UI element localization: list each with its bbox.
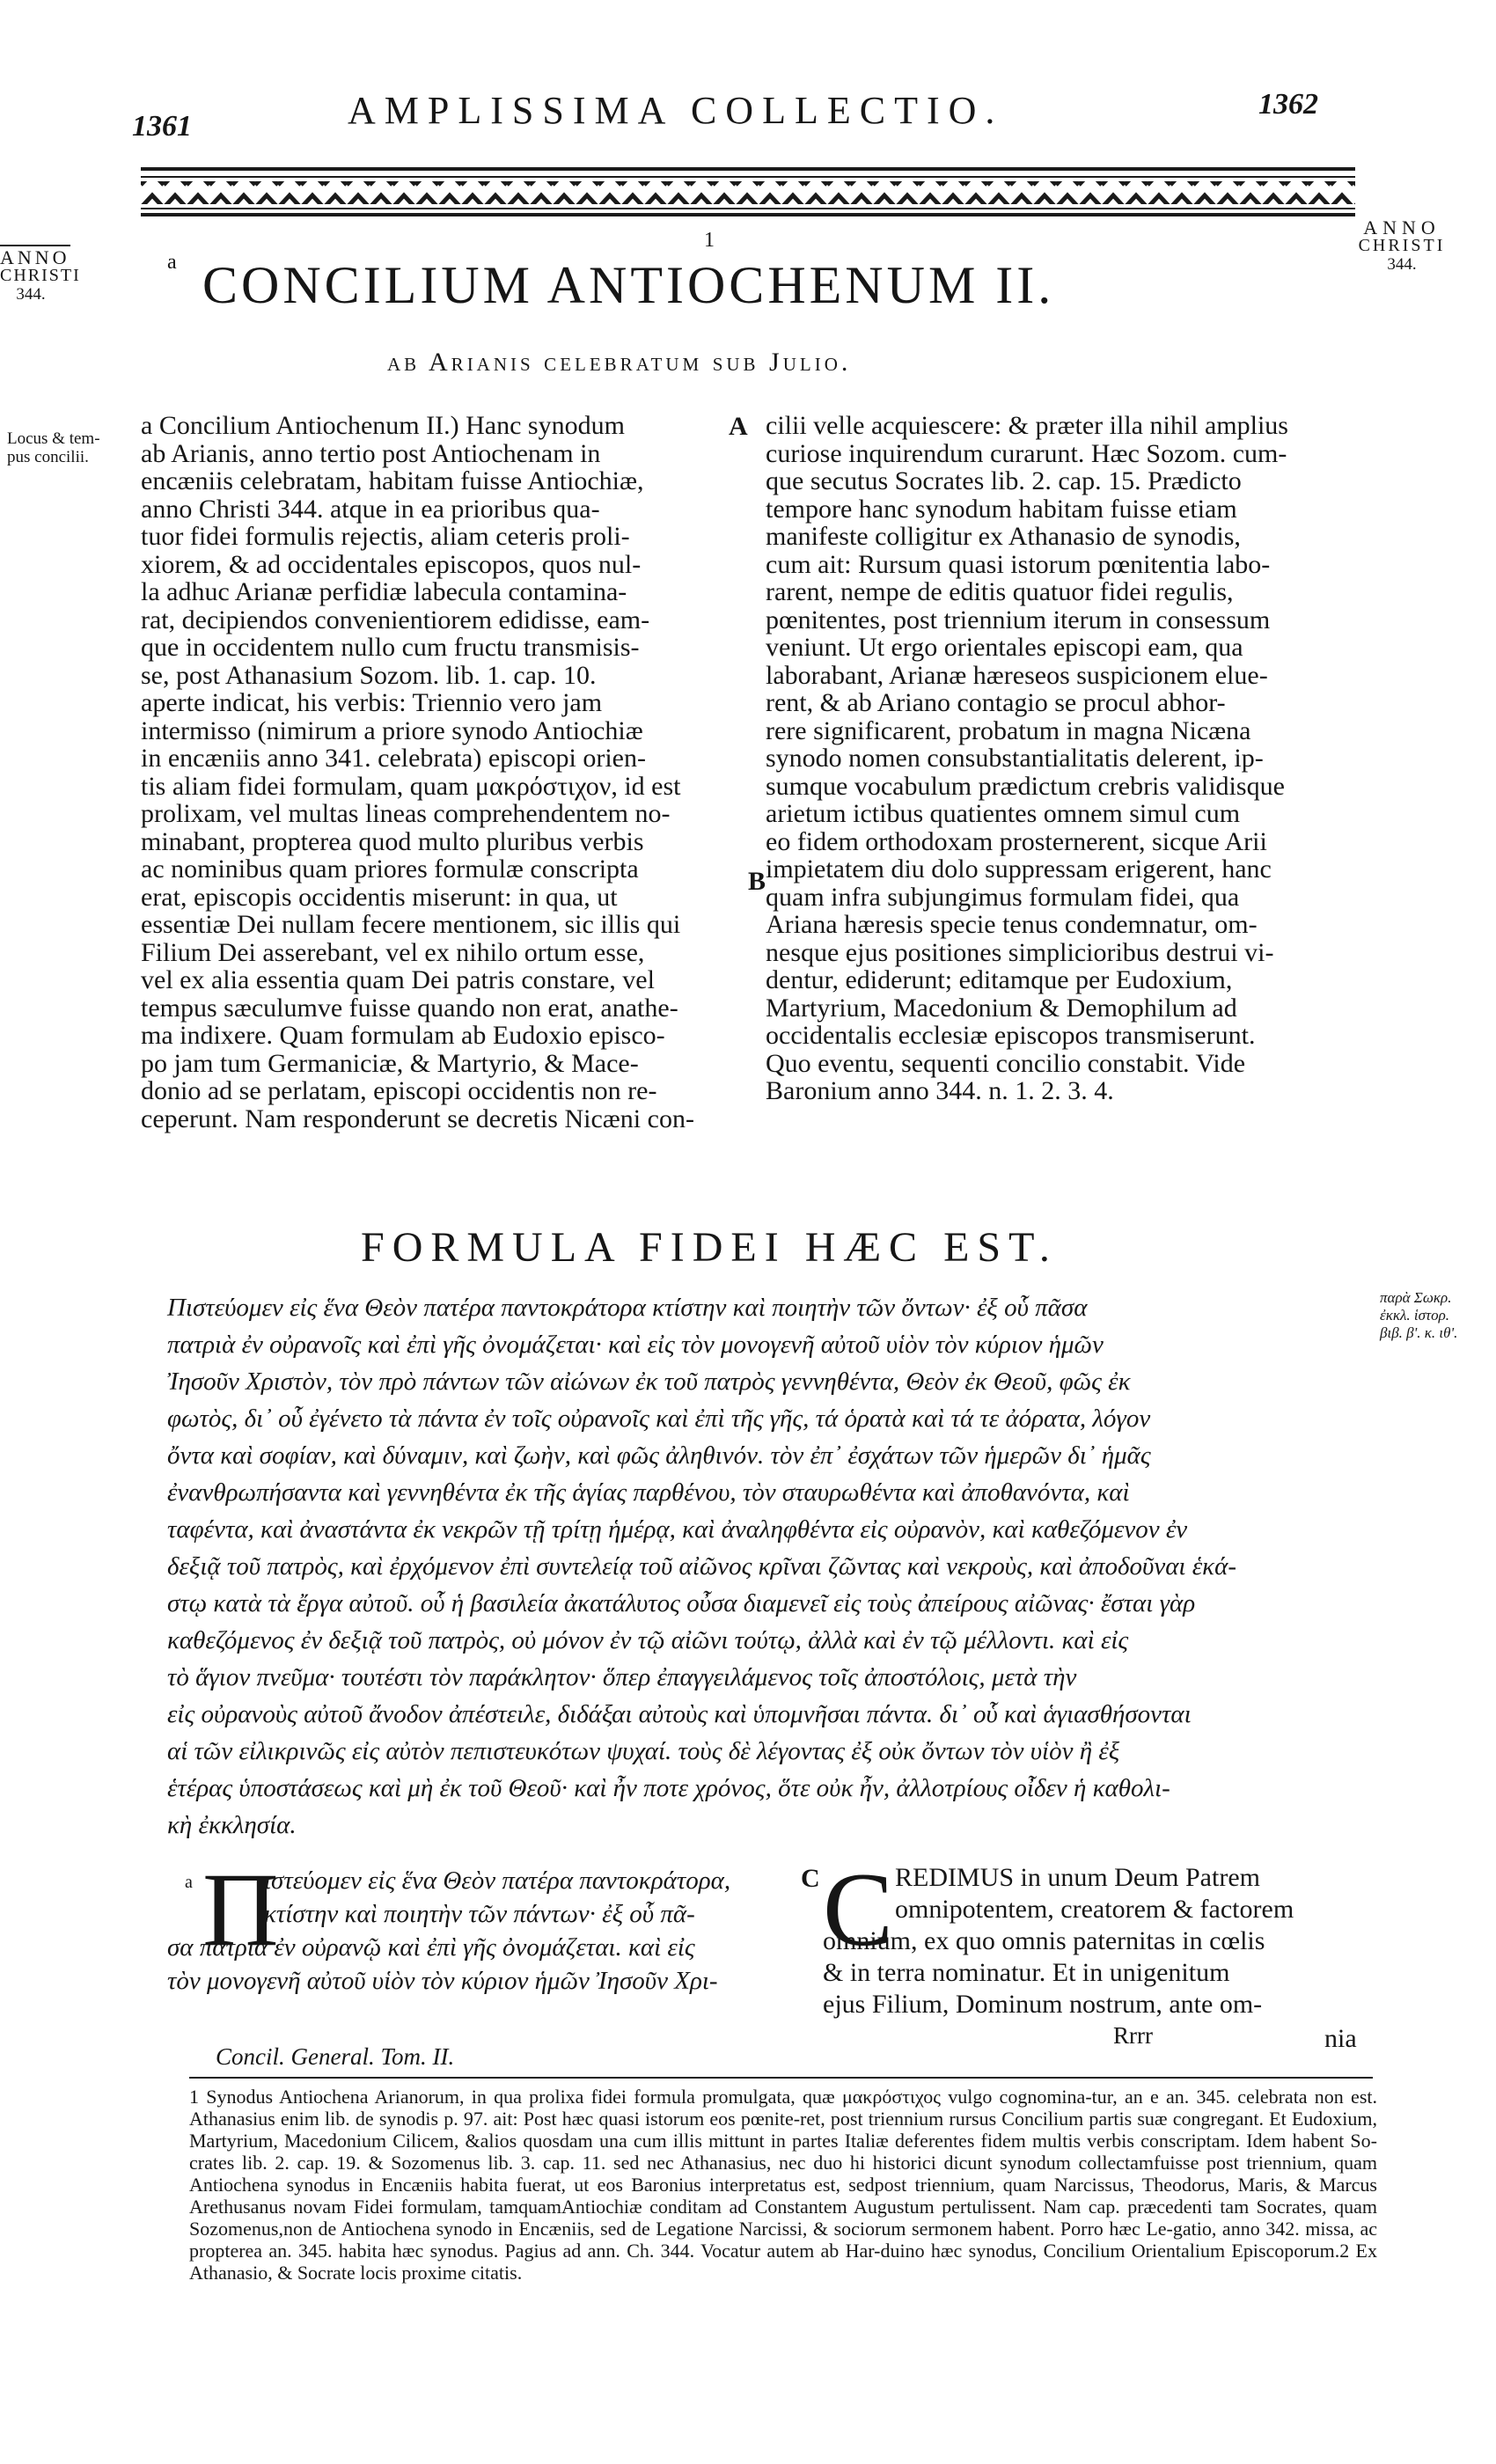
volume-reference: Concil. General. Tom. II. [216, 2043, 455, 2070]
greek-note-line: παρὰ Σωκρ. [1380, 1289, 1452, 1306]
commentary-line: arietum ictibus quatientes omnem simul cum [766, 799, 1241, 828]
footnote-line: crates lib. 2. cap. 19. & Sozomenus lib. 3. cap. 11. sed nec Athanasius, nec duo hi historici dicunt synodum collectam [189, 2152, 1155, 2174]
greek-line: στῳ κατὰ τὰ ἔργα αὐτοῦ. οὗ ἡ βασιλεία ἀκατάλυτος οὖσα διαμενεῖ εἰς τοὺς ἀπείρους αἰῶνας· ἔσται γὰρ [167, 1589, 1196, 1617]
greek-line: ἐνανθρωπήσαντα καὶ γεννηθέντα ἐκ τῆς ἁγίας παρθένου, τὸν σταυρωθέντα καὶ ἀποθανόντα, καὶ [167, 1478, 1130, 1507]
greek-line: τὸ ἅγιον πνεῦμα· τουτέστι τὸν παράκλητον· ὅπερ ἐπαγγειλάμενος τοῖς ἀποστόλοις, μετὰ τὴν [167, 1663, 1077, 1691]
formula-heading: FORMULA FIDEI HÆC EST. [361, 1224, 1058, 1271]
anno-label: ANNO [1363, 216, 1441, 238]
commentary-line: la adhuc Arianæ perfidiæ labecula contamina- [141, 577, 627, 606]
greek-margin-reference [1380, 1289, 1494, 1342]
commentary-line: encæniis celebratam, habitam fuisse Antiochiæ, [141, 466, 644, 495]
greek-line: ταφέντα, καὶ ἀναστάντα ἐκ νεκρῶν τῇ τρίτῃ ἡμέρᾳ, καὶ ἀναληφθέντα εἰς οὐρανὸν, καὶ καθεζόμενον ἐν [167, 1515, 1188, 1544]
commentary-line: aperte indicat, his verbis: Triennio vero jam [141, 688, 603, 717]
council-title: CONCILIUM ANTIOCHENUM II. [202, 256, 1055, 314]
greek-line: κὴ ἐκκλησία. [167, 1811, 297, 1839]
right-margin-year [1336, 218, 1468, 274]
council-subtitle: ab Arianis celebratum sub Julio. [387, 348, 852, 377]
greek-line: Ἰησοῦν Χριστὸν, τὸν πρὸ πάντων τῶν αἰώνων ἐκ τοῦ πατρὸς γεννηθέντα, Θεὸν ἐκ Θεοῦ, φῶς ἐκ [167, 1368, 1131, 1396]
greek-line: ὄντα καὶ σοφίαν, καὶ δύναμιν, καὶ ζωὴν, καὶ φῶς ἀληθινόν. τὸν ἐπ᾽ ἐσχάτων τῶν ἡμερῶν δι᾽ ἡμᾶς [167, 1441, 1151, 1470]
title-note-mark: a [167, 251, 177, 274]
greek-start-line: ιστεύομεν εἰς ἕνα Θεὸν πατέρα παντοκράτορα, [264, 1866, 731, 1895]
side-key-b: B [748, 867, 766, 896]
greek-note-mark: a [185, 1873, 193, 1892]
commentary-line: donio ad se perlatam, episcopi occidentis non re- [141, 1076, 657, 1105]
commentary-line: erat, episcopis occidentis miserunt: in qua, ut [141, 882, 618, 912]
commentary-line: veniunt. Ut ergo orientales episcopi eam, qua [766, 633, 1243, 662]
commentary-line: tuor fidei formulis rejectis, aliam ceteris proli- [141, 522, 630, 551]
footnotes [189, 2086, 1377, 2284]
side-key-c: C [801, 1864, 820, 1893]
margin-topic-line: pus concilii. [7, 448, 89, 466]
footnote-line: Antiochiæ conditam ad Constantem Augustum pertulissent. Nam cap. præcedenti tam Socrates, quam Sozomenus, [189, 2196, 1377, 2240]
commentary-line: laborabant, Arianæ hæreseos suspicionem elue- [766, 660, 1268, 690]
greek-line: ἑτέρας ὑποστάσεως καὶ μὴ ἐκ τοῦ Θεοῦ· καὶ ἦν ποτε χρόνος, ὅτε οὐκ ἦν, ἀλλοτρίους οἶδεν ἡ καθολι- [167, 1774, 1170, 1802]
running-title: AMPLISSIMA COLLECTIO. [348, 89, 1004, 132]
commentary-line: tempus sæculumve fuisse quando non erat, anathe- [141, 993, 678, 1023]
commentary-line: rat, decipiendos convenientiorem edidisse, eam- [141, 605, 650, 634]
commentary-line: Filium Dei asserebant, vel ex nihilo ortum esse, [141, 937, 645, 967]
greek-line: δεξιᾷ τοῦ πατρὸς, καὶ ἐρχόμενον ἐπὶ συντελείᾳ τοῦ αἰῶνος κρῖναι ζῶντας καὶ νεκροὺς, καὶ ἀποδοῦναι ἑκά- [167, 1552, 1236, 1580]
left-page-number: 1361 [132, 110, 192, 143]
greek-start-line: κτίστην καὶ ποιητὴν τῶν πάντων· ἐξ οὗ πᾶ- [264, 1900, 695, 1928]
margin-topic-note [7, 429, 117, 466]
footnote-line: gatio, anno 342. missa, ac propterea an. 345. habita hæc synodus. Pagius ad ann. Ch. 344. Vocatur autem ab Har- [189, 2218, 1378, 2262]
catchword: nia [1324, 2024, 1357, 2053]
latin-start-line: REDIMUS in unum Deum Patrem [895, 1863, 1260, 1892]
footnote-line: post triennium, quam Narcissus, Theodorus, Maris, & Marcus Arethusanus novam Fidei formulam, tamquam [189, 2174, 1377, 2218]
greek-line: φωτὸς, δι᾽ οὗ ἐγένετο τὰ πάντα ἐν τοῖς οὐρανοῖς καὶ ἐπὶ τῆς γῆς, τά ὁρατὰ καὶ τά τε ἀόρατα, λόγον [167, 1404, 1151, 1433]
latin-start-line: ejus Filium, Dominum nostrum, ante om- [823, 1990, 1263, 2019]
commentary-line: quam infra subjungimus formulam fidei, qua [766, 882, 1240, 912]
footnote-rule [189, 2077, 1373, 2079]
commentary-line: impietatem diu dolo suppressam erigerent, hanc [766, 854, 1272, 884]
commentary-line: rere significarent, probatum in magna Nicæna [766, 715, 1251, 745]
commentary-line: minabant, propterea quod multo pluribus verbis [141, 826, 644, 856]
greek-line: πατριὰ ἐν οὐρανοῖς καὶ ἐπὶ γῆς ὀνομάζεται· καὶ εἰς τὸν μονογενῆ αὐτοῦ υἱὸν τὸν κύριον ἡμῶν [167, 1331, 1104, 1359]
footnote-line: ret, post triennium rursus Concilium partis suæ congregant. Et Eudoxium, Martyrium, Macedonium Cilicem, & [189, 2108, 1377, 2152]
commentary-line: ac nominibus quam priores formulæ conscripta [141, 854, 639, 884]
commentary-line: ab Arianis, anno tertio post Antiochenam in [141, 438, 601, 468]
margin-topic-line: Locus & tem- [7, 429, 100, 448]
footnote-line: fuisse post triennium, quam Antiochena synodus in Encæniis habita fuerat, ut eos Baronius interpretatus est, sed [189, 2152, 1377, 2196]
commentary-line: a Concilium Antiochenum II.) Hanc synodum [141, 411, 625, 440]
year-value: 344. [1387, 255, 1417, 274]
signature-mark: Rrrr [1113, 2022, 1153, 2049]
greek-formula-text [167, 1289, 1373, 1844]
commentary-line: occidentalis ecclesiæ episcopos transmiserunt. [766, 1021, 1256, 1050]
commentary-line: Baronium anno 344. n. 1. 2. 3. 4. [766, 1076, 1114, 1105]
commentary-line: se, post Athanasium Sozom. lib. 1. cap. 10. [141, 660, 597, 690]
footnote-line: 2 Ex Athanasio, & Socrate locis proxime citatis. [189, 2240, 1377, 2284]
greek-start-block [167, 1851, 810, 1998]
commentary-line: synodo nomen consubstantialitatis delerent, ip- [766, 744, 1264, 773]
footnote-line: tur, an e an. 345. celebrata non est. Athanasius enim lib. de synodis p. 97. ait: Post hæc quasi istorum eos pœnite- [189, 2086, 1377, 2130]
greek-line: Πιστεύομεν εἰς ἕνα Θεὸν πατέρα παντοκράτορα κτίστην καὶ ποιητὴν τῶν ὄντων· ἐξ οὗ πᾶσα [167, 1294, 1088, 1322]
commentary-line: manifeste colligitur ex Athanasio de synodis, [766, 522, 1241, 551]
commentary-line: anno Christi 344. atque in ea prioribus qua- [141, 494, 600, 524]
commentary-line: rarent, nempe de editis quatuor fidei regulis, [766, 577, 1234, 606]
commentary-line: nesque ejus positiones simplicioribus destrui vi- [766, 937, 1274, 967]
commentary-line: prolixam, vel multas lineas comprehendentem no- [141, 799, 671, 828]
christi-label: CHRISTI [0, 266, 81, 285]
commentary-line: rent, & ab Ariano contagio se procul abhor- [766, 688, 1226, 717]
right-page-number: 1362 [1258, 88, 1318, 121]
commentary-line: Quo eventu, sequenti concilio constabit. Vide [766, 1048, 1246, 1078]
greek-line: εἰς οὐρανοὺς αὐτοῦ ἄνοδον ἀπέστειλε, διδάξαι αὐτοὺς καὶ ὑπομνῆσαι πάντα. δι᾽ οὗ καὶ ἁγιασθήσονται [167, 1700, 1192, 1728]
footnote-line: 1 Synodus Antiochena Arianorum, in qua prolixa fidei formula promulgata, quæ μακρόστιχος vulgo cognomina- [189, 2086, 1092, 2108]
commentary-line: tis aliam fidei formulam, quam μακρόστιχον, id est [141, 771, 681, 801]
latin-start-line: omnium, ex quo omnis paternitas in cœlis [823, 1926, 1265, 1955]
greek-drop-cap: Π [202, 1851, 279, 1968]
commentary-line: in encæniis anno 341. celebrata) episcopi orien- [141, 744, 646, 773]
commentary-line: Martyrium, Macedonium & Demophilum ad [766, 993, 1237, 1023]
commentary-line: vel ex alia essentia quam Dei patris constare, vel [141, 965, 655, 994]
footnote-line: alios quosdam una cum illis mittunt in partes Italiæ deferentes fidem multis verbis conscriptam. Idem habent So- [480, 2130, 1377, 2152]
commentary-line: que secutus Socrates lib. 2. cap. 15. Prædicto [766, 466, 1242, 495]
ornamental-band [141, 167, 1355, 220]
greek-line: καθεζόμενος ἐν δεξιᾷ τοῦ πατρὸς, οὐ μόνον ἐν τῷ αἰῶνι τούτῳ, ἀλλὰ καὶ ἐν τῷ μέλλοντι. καὶ εἰς [167, 1626, 1129, 1654]
title-footnote-mark: 1 [704, 229, 715, 252]
greek-start-line: σα πατριὰ ἐν οὐρανῷ καὶ ἐπὶ γῆς ὀνομάζεται. καὶ εἰς [167, 1933, 695, 1962]
commentary-line: cum ait: Rursum quasi istorum pœnitentia labo- [766, 549, 1271, 579]
commentary-line: ceperunt. Nam responderunt se decretis Nicæni con- [141, 1104, 694, 1133]
left-commentary-column [141, 412, 735, 1133]
commentary-line: pœnitentes, post triennium iterum in consessum [766, 605, 1271, 634]
greek-line: αἱ τῶν εἰλικρινῶς εἰς αὐτὸν πεπιστευκότων ψυχαί. τοὺς δὲ λέγοντας ἐξ οὐκ ὄντων τὸν υἱὸν ἢ ἐξ [167, 1737, 1120, 1765]
latin-drop-cap: C [823, 1851, 894, 1968]
commentary-line: tempore hanc synodum habitam fuisse etiam [766, 494, 1237, 524]
left-margin-year [0, 246, 81, 304]
commentary-line: dentur, ediderunt; editamque per Eudoxium, [766, 965, 1233, 994]
latin-start-block [823, 1851, 1386, 2020]
margin-rule [0, 245, 70, 246]
commentary-line: sumque vocabulum prædictum crebris validisque [766, 771, 1285, 801]
commentary-line: intermisso (nimirum a priore synodo Antiochiæ [141, 715, 643, 745]
latin-start-line: omnipotentem, creatorem & factorem [895, 1895, 1294, 1924]
commentary-line: essentiæ Dei nullam fecere mentionem, sic illis qui [141, 910, 681, 939]
year-value: 344. [16, 285, 46, 304]
commentary-line: eo fidem orthodoxam prosternerent, sicque Arii [766, 826, 1267, 856]
greek-start-line: τὸν μονογενῆ αὐτοῦ υἱὸν τὸν κύριον ἡμῶν Ἰησοῦν Χρι- [167, 1967, 718, 1995]
side-key-a: A [729, 412, 748, 441]
commentary-line: po jam tum Germaniciæ, & Martyrio, & Mace- [141, 1048, 639, 1078]
christi-label: CHRISTI [1358, 236, 1446, 255]
commentary-line: curiose inquirendum curarunt. Hæc Sozom. cum- [766, 438, 1287, 468]
commentary-line: Ariana hæresis specie tenus condemnatur, om- [766, 910, 1258, 939]
commentary-line: que in occidentem nullo cum fructu transmisis- [141, 633, 640, 662]
right-commentary-column [766, 412, 1373, 1105]
commentary-line: cilii velle acquiescere: & præter illa nihil amplius [766, 411, 1288, 440]
commentary-line: ma indixere. Quam formulam ab Eudoxio episco- [141, 1021, 665, 1050]
greek-note-line: βιβ. β'. κ. ιθ'. [1380, 1324, 1458, 1341]
footnote-line: non de Antiochena synodo in Encæniis, sed de Legatione Narcissi, & sociorum sermonem habent. Porro hæc Le- [282, 2218, 1173, 2240]
footnote-line: duino hæc synodus, Concilium Orientalium Episcoporum. [880, 2240, 1340, 2262]
latin-start-line: & in terra nominatur. Et in unigenitum [823, 1958, 1230, 1987]
commentary-line: xiorem, & ad occidentales episcopos, quos nul- [141, 549, 642, 579]
anno-label: ANNO [0, 246, 70, 268]
greek-note-line: ἐκκλ. ἱστορ. [1380, 1307, 1449, 1324]
